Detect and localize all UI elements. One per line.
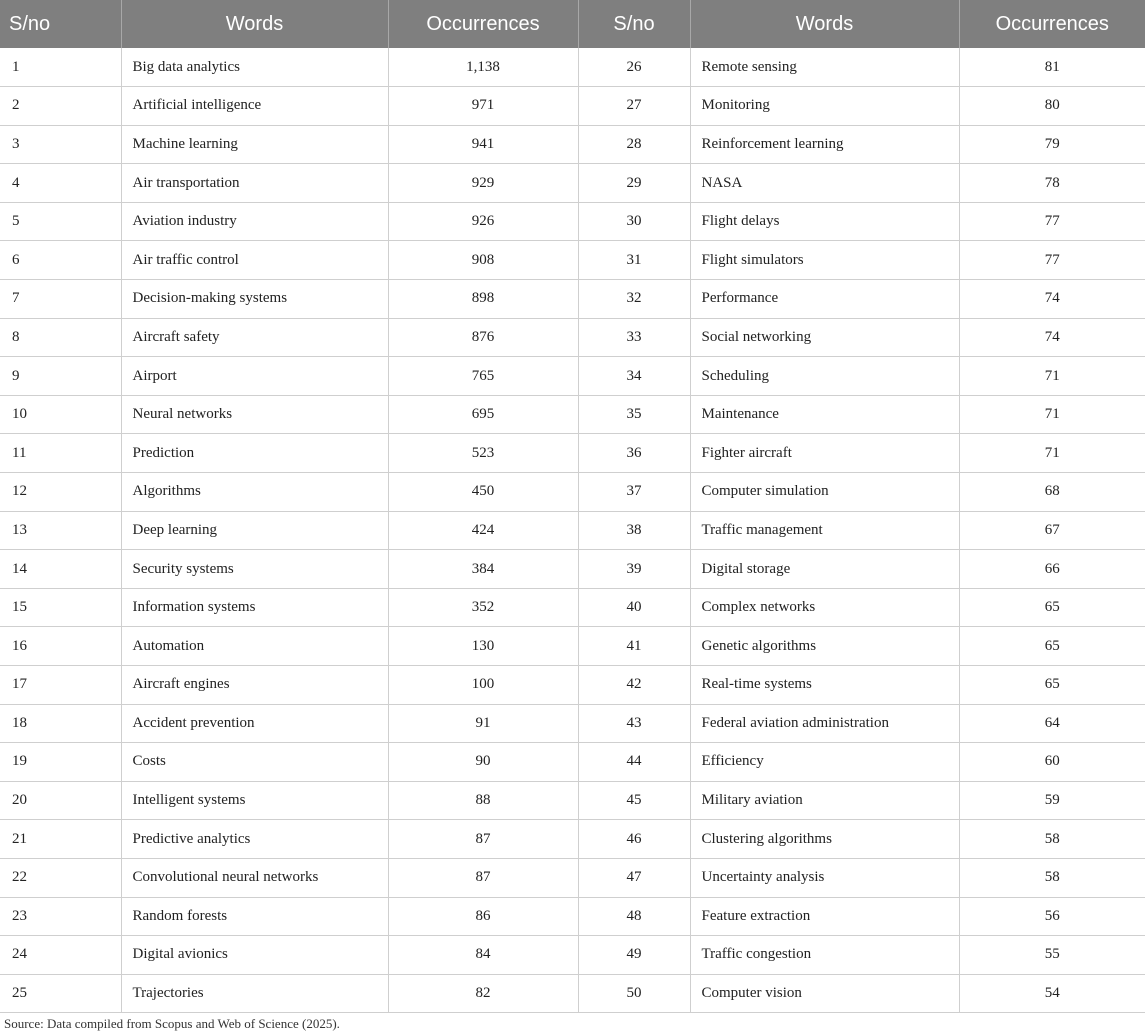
row-word-2: Efficiency — [690, 743, 959, 782]
row-word-2: Traffic management — [690, 511, 959, 550]
row-sno: 9 — [0, 357, 121, 396]
row-word-2: Genetic algorithms — [690, 627, 959, 666]
table-row — [0, 974, 1145, 1013]
row-word-2: Complex networks — [690, 588, 959, 627]
table-row — [0, 666, 1145, 705]
row-word-2: Digital storage — [690, 550, 959, 589]
header-row — [0, 0, 1145, 48]
row-occurrences: 450 — [388, 473, 578, 512]
row-sno: 10 — [0, 395, 121, 434]
row-occurrences: 90 — [388, 743, 578, 782]
row-word-2: Social networking — [690, 318, 959, 357]
row-word: Neural networks — [121, 395, 388, 434]
row-sno: 22 — [0, 858, 121, 897]
row-word-2: Federal aviation administration — [690, 704, 959, 743]
row-occurrences: 91 — [388, 704, 578, 743]
row-occurrences: 86 — [388, 897, 578, 936]
row-occurrences: 971 — [388, 87, 578, 126]
row-occurrences: 87 — [388, 820, 578, 859]
row-sno-2: 27 — [578, 87, 690, 126]
row-word-2: Fighter aircraft — [690, 434, 959, 473]
row-word: Aircraft safety — [121, 318, 388, 357]
row-sno: 14 — [0, 550, 121, 589]
row-sno-2: 36 — [578, 434, 690, 473]
row-sno-2: 31 — [578, 241, 690, 280]
row-word: Predictive analytics — [121, 820, 388, 859]
row-occurrences-2: 77 — [959, 241, 1145, 280]
row-occurrences: 352 — [388, 588, 578, 627]
row-word: Random forests — [121, 897, 388, 936]
row-occurrences: 876 — [388, 318, 578, 357]
row-word: Intelligent systems — [121, 781, 388, 820]
row-occurrences-2: 71 — [959, 357, 1145, 396]
row-occurrences-2: 65 — [959, 627, 1145, 666]
row-sno-2: 32 — [578, 280, 690, 319]
table-row — [0, 318, 1145, 357]
row-word-2: Uncertainty analysis — [690, 858, 959, 897]
row-word-2: Reinforcement learning — [690, 125, 959, 164]
row-occurrences-2: 56 — [959, 897, 1145, 936]
row-occurrences: 1,138 — [388, 48, 578, 87]
row-word: Big data analytics — [121, 48, 388, 87]
row-sno: 8 — [0, 318, 121, 357]
row-sno-2: 29 — [578, 164, 690, 203]
row-word-2: Scheduling — [690, 357, 959, 396]
row-occurrences-2: 65 — [959, 588, 1145, 627]
row-occurrences-2: 64 — [959, 704, 1145, 743]
row-sno-2: 44 — [578, 743, 690, 782]
row-sno: 21 — [0, 820, 121, 859]
row-sno: 12 — [0, 473, 121, 512]
row-occurrences-2: 74 — [959, 318, 1145, 357]
table-row — [0, 550, 1145, 589]
row-word: Accident prevention — [121, 704, 388, 743]
row-word: Artificial intelligence — [121, 87, 388, 126]
row-sno-2: 37 — [578, 473, 690, 512]
row-occurrences-2: 74 — [959, 280, 1145, 319]
row-word-2: Real-time systems — [690, 666, 959, 705]
table-row — [0, 627, 1145, 666]
row-occurrences-2: 79 — [959, 125, 1145, 164]
row-sno: 18 — [0, 704, 121, 743]
row-occurrences-2: 71 — [959, 395, 1145, 434]
row-occurrences: 941 — [388, 125, 578, 164]
row-occurrences: 926 — [388, 202, 578, 241]
row-word: Costs — [121, 743, 388, 782]
row-sno-2: 39 — [578, 550, 690, 589]
table-row — [0, 125, 1145, 164]
row-occurrences: 908 — [388, 241, 578, 280]
row-sno-2: 47 — [578, 858, 690, 897]
row-sno-2: 33 — [578, 318, 690, 357]
row-occurrences-2: 78 — [959, 164, 1145, 203]
row-word: Airport — [121, 357, 388, 396]
table-row — [0, 48, 1145, 87]
header-sno: S/no — [0, 0, 121, 48]
table-row — [0, 936, 1145, 975]
row-word-2: Flight delays — [690, 202, 959, 241]
row-word: Deep learning — [121, 511, 388, 550]
row-sno: 24 — [0, 936, 121, 975]
row-occurrences-2: 67 — [959, 511, 1145, 550]
row-sno: 13 — [0, 511, 121, 550]
row-sno-2: 48 — [578, 897, 690, 936]
table-row — [0, 820, 1145, 859]
row-word: Decision-making systems — [121, 280, 388, 319]
table-row — [0, 588, 1145, 627]
row-sno: 19 — [0, 743, 121, 782]
row-word-2: Maintenance — [690, 395, 959, 434]
row-word-2: Traffic congestion — [690, 936, 959, 975]
row-occurrences-2: 80 — [959, 87, 1145, 126]
row-sno-2: 34 — [578, 357, 690, 396]
row-sno-2: 45 — [578, 781, 690, 820]
table-row — [0, 357, 1145, 396]
row-word-2: Computer simulation — [690, 473, 959, 512]
row-occurrences: 695 — [388, 395, 578, 434]
row-word: Air transportation — [121, 164, 388, 203]
row-word: Trajectories — [121, 974, 388, 1013]
row-occurrences-2: 55 — [959, 936, 1145, 975]
row-sno: 11 — [0, 434, 121, 473]
row-sno: 16 — [0, 627, 121, 666]
row-occurrences: 765 — [388, 357, 578, 396]
row-word-2: Feature extraction — [690, 897, 959, 936]
table-row — [0, 858, 1145, 897]
row-sno: 23 — [0, 897, 121, 936]
row-sno: 17 — [0, 666, 121, 705]
row-word: Security systems — [121, 550, 388, 589]
row-sno: 20 — [0, 781, 121, 820]
row-occurrences-2: 65 — [959, 666, 1145, 705]
row-sno-2: 35 — [578, 395, 690, 434]
row-sno-2: 46 — [578, 820, 690, 859]
row-word-2: Clustering algorithms — [690, 820, 959, 859]
row-occurrences: 130 — [388, 627, 578, 666]
row-word-2: Computer vision — [690, 974, 959, 1013]
row-occurrences-2: 77 — [959, 202, 1145, 241]
row-sno-2: 26 — [578, 48, 690, 87]
table-row — [0, 164, 1145, 203]
row-sno-2: 50 — [578, 974, 690, 1013]
row-sno: 2 — [0, 87, 121, 126]
row-word: Information systems — [121, 588, 388, 627]
row-word: Aviation industry — [121, 202, 388, 241]
row-word-2: NASA — [690, 164, 959, 203]
row-word: Air traffic control — [121, 241, 388, 280]
row-occurrences: 384 — [388, 550, 578, 589]
table-row — [0, 704, 1145, 743]
row-occurrences-2: 71 — [959, 434, 1145, 473]
row-occurrences-2: 58 — [959, 820, 1145, 859]
table-body — [0, 48, 1145, 1013]
row-word: Machine learning — [121, 125, 388, 164]
row-word: Aircraft engines — [121, 666, 388, 705]
row-sno: 1 — [0, 48, 121, 87]
row-sno: 25 — [0, 974, 121, 1013]
row-sno: 3 — [0, 125, 121, 164]
row-occurrences-2: 59 — [959, 781, 1145, 820]
row-word: Convolutional neural networks — [121, 858, 388, 897]
row-word-2: Flight simulators — [690, 241, 959, 280]
row-sno: 5 — [0, 202, 121, 241]
row-sno-2: 41 — [578, 627, 690, 666]
row-occurrences: 523 — [388, 434, 578, 473]
row-word-2: Remote sensing — [690, 48, 959, 87]
row-occurrences: 929 — [388, 164, 578, 203]
row-sno-2: 42 — [578, 666, 690, 705]
row-occurrences-2: 54 — [959, 974, 1145, 1013]
row-occurrences: 100 — [388, 666, 578, 705]
row-word-2: Military aviation — [690, 781, 959, 820]
row-sno-2: 43 — [578, 704, 690, 743]
row-sno-2: 30 — [578, 202, 690, 241]
row-occurrences-2: 81 — [959, 48, 1145, 87]
header-occurrences-2: Occurrences — [995, 12, 1109, 35]
row-occurrences: 424 — [388, 511, 578, 550]
table-row — [0, 511, 1145, 550]
source-note: Source: Data compiled from Scopus and Web of Science (2025). — [4, 1016, 340, 1031]
table-row — [0, 897, 1145, 936]
row-sno: 6 — [0, 241, 121, 280]
row-word-2: Performance — [690, 280, 959, 319]
row-occurrences-2: 60 — [959, 743, 1145, 782]
row-sno: 15 — [0, 588, 121, 627]
table-row — [0, 473, 1145, 512]
row-occurrences: 87 — [388, 858, 578, 897]
row-sno-2: 40 — [578, 588, 690, 627]
row-sno-2: 49 — [578, 936, 690, 975]
header-words: Words — [121, 0, 388, 48]
table-header — [0, 0, 1145, 48]
table-row — [0, 743, 1145, 782]
row-sno: 4 — [0, 164, 121, 203]
row-sno: 7 — [0, 280, 121, 319]
row-word: Digital avionics — [121, 936, 388, 975]
row-occurrences: 82 — [388, 974, 578, 1013]
table-row — [0, 434, 1145, 473]
table-row — [0, 781, 1145, 820]
table-row — [0, 202, 1145, 241]
table-row — [0, 280, 1145, 319]
header-sno-2: S/no — [578, 0, 690, 48]
row-word: Automation — [121, 627, 388, 666]
row-word-2: Monitoring — [690, 87, 959, 126]
table-row — [0, 87, 1145, 126]
row-occurrences: 84 — [388, 936, 578, 975]
row-occurrences-2: 66 — [959, 550, 1145, 589]
header-occurrences: Occurrences — [388, 0, 578, 48]
table-row — [0, 395, 1145, 434]
header-words-2: Words — [690, 0, 959, 48]
row-word: Algorithms — [121, 473, 388, 512]
row-occurrences: 898 — [388, 280, 578, 319]
row-sno-2: 38 — [578, 511, 690, 550]
table-row — [0, 241, 1145, 280]
row-occurrences-2: 58 — [959, 858, 1145, 897]
row-occurrences: 88 — [388, 781, 578, 820]
row-word: Prediction — [121, 434, 388, 473]
row-sno-2: 28 — [578, 125, 690, 164]
row-occurrences-2: 68 — [959, 473, 1145, 512]
